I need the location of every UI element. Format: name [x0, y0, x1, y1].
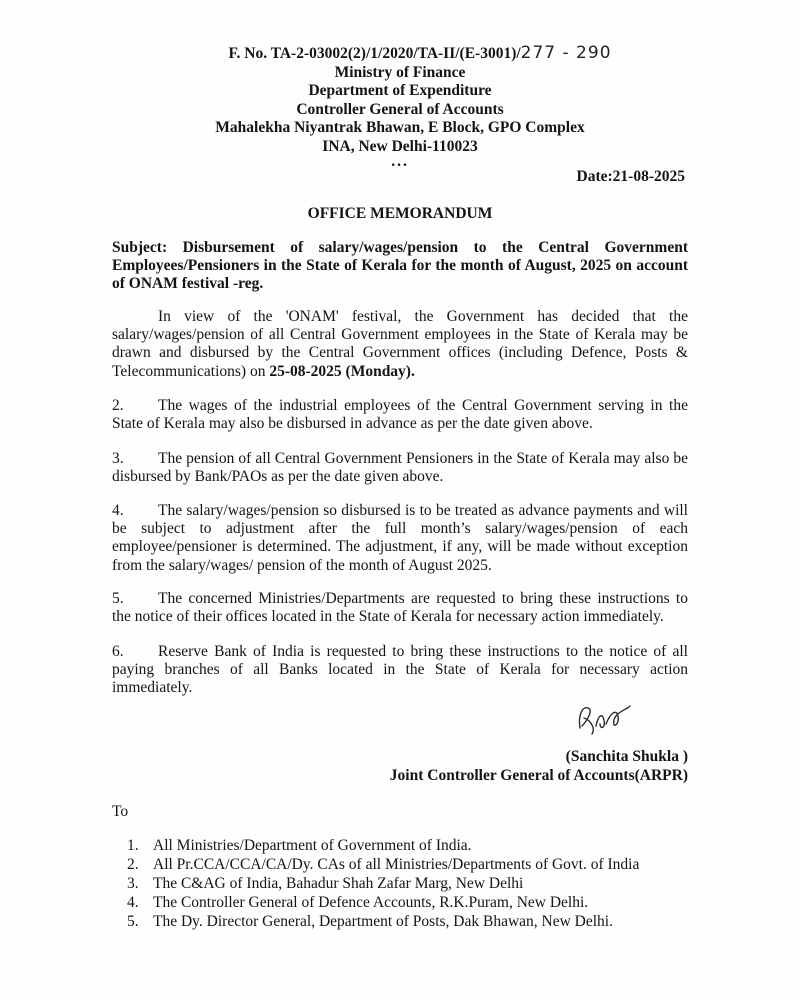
memo-title: OFFICE MEMORANDUM	[307, 205, 493, 222]
paragraph-6	[112, 643, 688, 698]
file-number-handwritten: 277 - 290	[520, 43, 612, 63]
to-label: To	[112, 803, 129, 820]
paragraph-intro	[112, 308, 688, 381]
list-item-text: All Pr.CCA/CCA/CA/Dy. CAs of all Ministries/Departments of Govt. of India	[153, 856, 640, 873]
office-name: Controller General of Accounts	[296, 100, 504, 118]
ministry-name: Ministry of Finance	[334, 63, 466, 81]
list-item-number: 1.	[127, 837, 139, 854]
paragraph-text: Reserve Bank of India is requested to bring these instructions to the notice of all paying branches of all Banks located in the State of Kerala for necessary action immediately.	[112, 643, 688, 697]
paragraph-number: 4.	[112, 502, 124, 519]
file-number-line	[188, 44, 611, 64]
list-item	[127, 893, 639, 912]
paragraph-5	[112, 590, 688, 626]
memo-date: Date:21-08-2025	[576, 168, 685, 185]
paragraph-3	[112, 450, 688, 486]
list-item-number: 3.	[127, 875, 139, 892]
paragraph-number: 3.	[112, 450, 124, 467]
paragraph-text: The wages of the industrial employees of the Central Government serving in the State of Kerala may also be disbursed in advance as per the date given above.	[112, 397, 688, 433]
file-number: F. No. TA-2-03002(2)/1/2020/TA-II/(E-3001)/	[228, 45, 521, 62]
list-item-text: The C&AG of India, Bahadur Shah Zafar Marg, New Delhi	[153, 875, 524, 892]
paragraph-4	[112, 502, 688, 575]
address-line-1: Mahalekha Niyantrak Bhawan, E Block, GPO Complex	[215, 119, 585, 136]
recipient-list	[127, 836, 639, 931]
paragraph-2	[112, 397, 688, 433]
paragraph-text: The pension of all Central Government Pensioners in the State of Kerala may also be disbursed by Bank/PAOs as per the date given above.	[112, 450, 688, 486]
letterhead	[0, 44, 800, 168]
disbursement-date: 25-08-2025 (Monday).	[269, 362, 415, 380]
address-line-2: INA, New Delhi-110023	[322, 137, 478, 155]
list-item-text: The Dy. Director General, Department of Posts, Dak Bhawan, New Delhi.	[153, 913, 613, 930]
department-name: Department of Expenditure	[308, 82, 492, 99]
signatory-designation: Joint Controller General of Accounts(ARPR)	[389, 767, 688, 784]
paragraph-number: 6.	[112, 643, 124, 660]
list-item	[127, 874, 639, 893]
subject-line: Subject: Disbursement of salary/wages/pension to the Central Government Employees/Pensioners in the State of Kerala for the month of August, 2025 on account of ONAM festival -reg.	[112, 239, 688, 293]
list-item-number: 2.	[127, 856, 139, 873]
paragraph-text: The salary/wages/pension so disbursed is to be treated as advance payments and will be subject to adjustment after the full month’s salary/wages/pension of each employee/pensioner is determined. The adjustment, if any, will be made without exception from the salary/wages/ pension of the month of August 2025.	[112, 502, 688, 574]
paragraph-number: 5.	[112, 590, 124, 607]
signature-mark	[570, 698, 640, 740]
signatory-name: (Sanchita Shukla )	[565, 748, 688, 765]
list-item	[127, 912, 639, 931]
header-ellipsis: ...	[391, 153, 409, 170]
list-item-number: 5.	[127, 913, 139, 930]
list-item-text: The Controller General of Defence Accounts, R.K.Puram, New Delhi.	[153, 894, 589, 911]
list-item-text: All Ministries/Department of Government of India.	[153, 837, 472, 854]
paragraph-text: The concerned Ministries/Departments are requested to bring these instructions to the notice of their offices located in the State of Kerala for necessary action immediately.	[112, 590, 688, 626]
list-item-number: 4.	[127, 894, 139, 911]
paragraph-intro-text: In view of the 'ONAM' festival, the Government has decided that the salary/wages/pension of all Central Government employees in the State of Kerala may be drawn and disbursed by the Central Government offices (including Defence, Posts & Telecommunications) on	[112, 308, 688, 380]
paragraph-number: 2.	[112, 397, 124, 414]
list-item	[127, 855, 639, 874]
list-item	[127, 836, 639, 855]
